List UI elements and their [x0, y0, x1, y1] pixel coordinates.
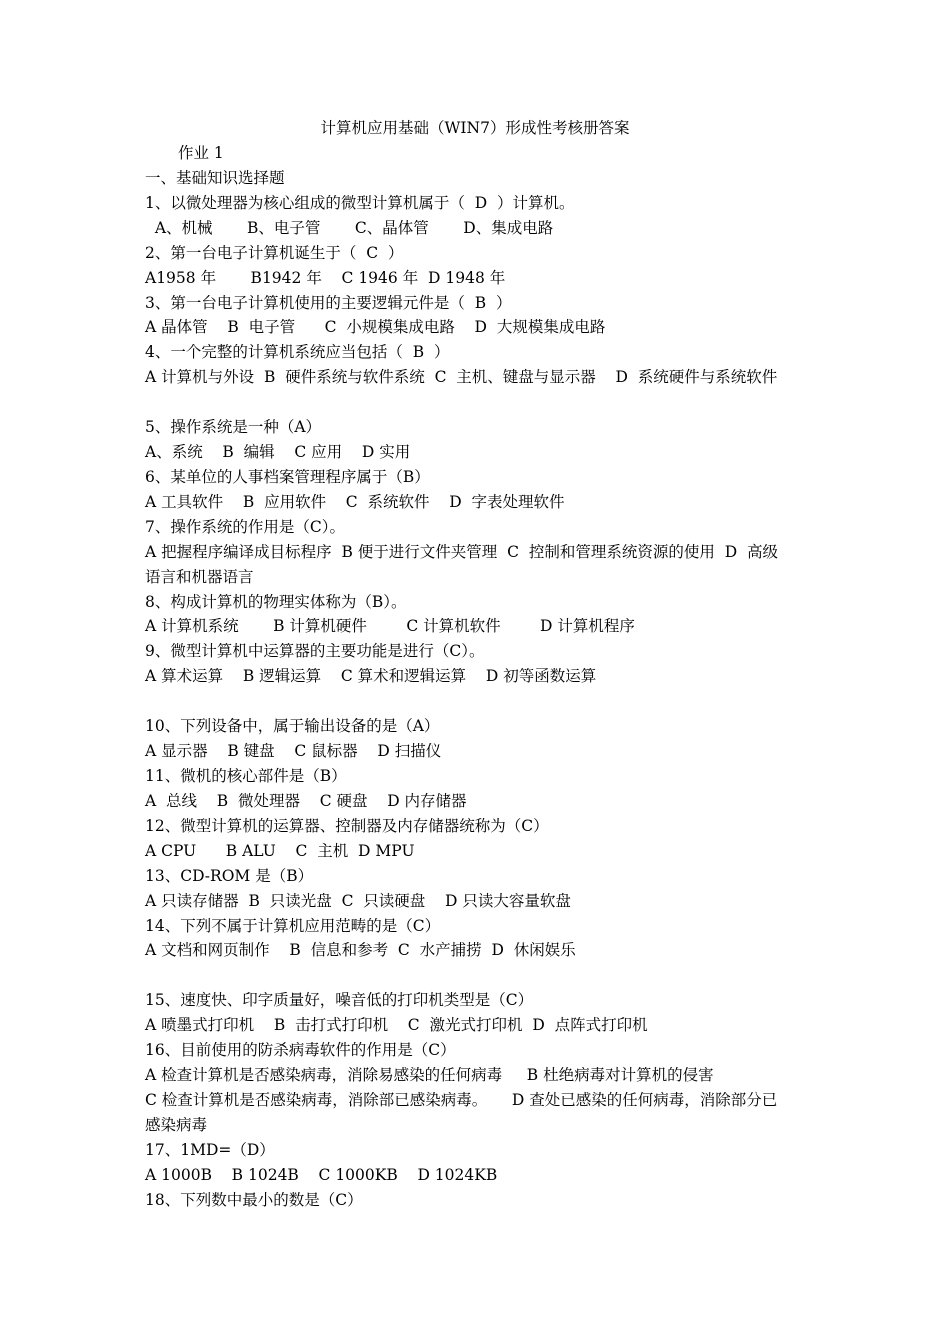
text-line: 15、速度快、印字质量好，噪音低的打印机类型是（C）: [145, 991, 534, 1009]
text-line: A 把握程序编译成目标程序 B 便于进行文件夹管理 C 控制和管理系统资源的使用 D 高级: [145, 543, 778, 561]
text-line: 14、下列不属于计算机应用范畴的是（C）: [145, 917, 441, 935]
text-line: A 显示器 B 键盘 C 鼠标器 D 扫描仪: [145, 742, 442, 760]
text-line: 语言和机器语言: [145, 568, 254, 586]
text-line: 感染病毒: [145, 1116, 208, 1134]
text-line: A 算术运算 B 逻辑运算 C 算术和逻辑运算 D 初等函数运算: [145, 667, 597, 685]
text-line: 17、1MD=（D）: [145, 1141, 275, 1159]
text-line: 4、一个完整的计算机系统应当包括（ B ）: [145, 343, 450, 361]
text-line: A 总线 B 微处理器 C 硬盘 D 内存储器: [145, 792, 467, 810]
text-line: A 检查计算机是否感染病毒，消除易感染的任何病毒 B 杜绝病毒对计算机的侵害: [145, 1066, 714, 1084]
text-line: A、机械 B、电子管 C、晶体管 D、集成电路: [145, 219, 554, 237]
document-title: 计算机应用基础（WIN7）形成性考核册答案: [320, 119, 630, 137]
text-line: A 晶体管 B 电子管 C 小规模集成电路 D 大规模集成电路: [145, 318, 606, 336]
text-line: 2、第一台电子计算机诞生于（ C ）: [145, 244, 404, 262]
text-line: 10、下列设备中，属于输出设备的是（A）: [145, 717, 440, 735]
text-line: 12、微型计算机的运算器、控制器及内存储器统称为（C）: [145, 817, 549, 835]
text-line: A 喷墨式打印机 B 击打式打印机 C 激光式打印机 D 点阵式打印机: [145, 1016, 648, 1034]
text-line: A 计算机与外设 B 硬件系统与软件系统 C 主机、键盘与显示器 D 系统硬件与系统软件: [145, 368, 778, 386]
text-line: 1、以微处理器为核心组成的微型计算机属于（ D ）计算机。: [145, 194, 575, 212]
text-line: 11、微机的核心部件是（B）: [145, 767, 347, 785]
text-line: A CPU B ALU C 主机 D MPU: [145, 842, 415, 860]
text-line: 一、基础知识选择题: [145, 169, 285, 187]
text-line: 16、目前使用的防杀病毒软件的作用是（C）: [145, 1041, 456, 1059]
text-line: A、系统 B 编辑 C 应用 D 实用: [145, 443, 411, 461]
text-line: 5、操作系统是一种（A）: [145, 418, 322, 436]
text-line: A 只读存储器 B 只读光盘 C 只读硬盘 D 只读大容量软盘: [145, 892, 571, 910]
text-line: 18、下列数中最小的数是（C）: [145, 1191, 363, 1209]
text-line: 6、某单位的人事档案管理程序属于（B）: [145, 468, 430, 486]
text-line: 13、CD-ROM 是（B）: [145, 867, 314, 885]
text-line: A 1000B B 1024B C 1000KB D 1024KB: [145, 1166, 498, 1184]
text-line: A1958 年 B1942 年 C 1946 年 D 1948 年: [145, 269, 506, 287]
text-line: 作业 1: [178, 144, 224, 162]
text-line: A 工具软件 B 应用软件 C 系统软件 D 字表处理软件: [145, 493, 565, 511]
text-line: 8、构成计算机的物理实体称为（B）。: [145, 593, 407, 611]
text-line: 7、操作系统的作用是（C）。: [145, 518, 345, 536]
text-line: C 检查计算机是否感染病毒，消除部已感染病毒。 D 查处已感染的任何病毒，消除部分已: [145, 1091, 778, 1109]
text-line: 3、第一台电子计算机使用的主要逻辑元件是（ B ）: [145, 294, 512, 312]
text-line: A 文档和网页制作 B 信息和参考 C 水产捕捞 D 休闲娱乐: [145, 941, 576, 959]
text-line: 9、微型计算机中运算器的主要功能是进行（C）。: [145, 642, 485, 660]
text-line: A 计算机系统 B 计算机硬件 C 计算机软件 D 计算机程序: [145, 617, 635, 635]
